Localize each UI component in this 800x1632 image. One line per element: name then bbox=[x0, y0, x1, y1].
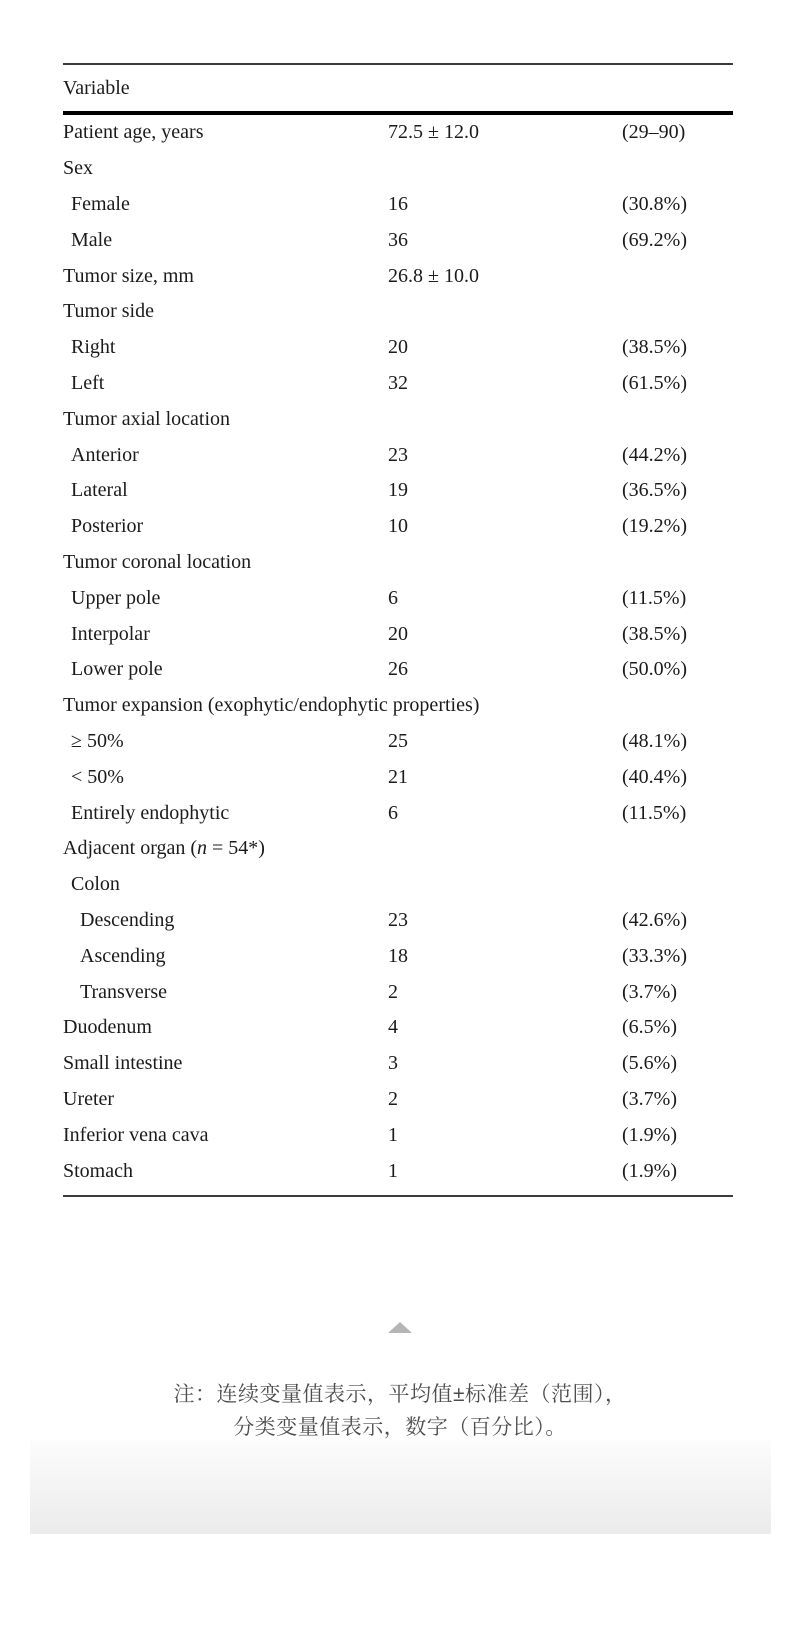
row-percent: (30.8%) bbox=[622, 192, 687, 215]
table-row bbox=[63, 1082, 733, 1118]
table-row bbox=[63, 867, 733, 903]
row-percent: (11.5%) bbox=[622, 801, 687, 824]
row-percent: (6.5%) bbox=[622, 1016, 677, 1039]
row-percent: (3.7%) bbox=[622, 1087, 677, 1110]
table-row bbox=[63, 294, 733, 330]
table-row bbox=[63, 724, 733, 760]
table-row bbox=[63, 831, 733, 867]
row-label: Right bbox=[71, 336, 116, 359]
table-row bbox=[63, 509, 733, 545]
row-value: 26.8 ± 10.0 bbox=[388, 264, 479, 287]
row-percent: (48.1%) bbox=[622, 729, 687, 752]
table-row bbox=[63, 437, 733, 473]
table-row bbox=[63, 580, 733, 616]
row-label: Tumor expansion (exophytic/endophytic properties) bbox=[63, 694, 480, 717]
table-row bbox=[63, 759, 733, 795]
table-row bbox=[63, 473, 733, 509]
row-percent: (44.2%) bbox=[622, 443, 687, 466]
row-value: 23 bbox=[388, 908, 408, 931]
row-percent: (38.5%) bbox=[622, 622, 687, 645]
table-row bbox=[63, 258, 733, 294]
row-value: 1 bbox=[388, 1123, 398, 1146]
row-label: Female bbox=[71, 192, 130, 215]
row-label: Duodenum bbox=[63, 1016, 152, 1039]
variable-column-header: Variable bbox=[63, 77, 130, 99]
table-body bbox=[63, 115, 733, 1197]
row-percent: (38.5%) bbox=[622, 336, 687, 359]
row-percent: (69.2%) bbox=[622, 228, 687, 251]
table-row bbox=[63, 545, 733, 581]
row-value: 10 bbox=[388, 515, 408, 538]
row-label: Lower pole bbox=[71, 658, 163, 681]
row-value: 25 bbox=[388, 729, 408, 752]
row-label: ≥ 50% bbox=[71, 729, 124, 752]
row-label: Anterior bbox=[71, 443, 139, 466]
row-label: Posterior bbox=[71, 515, 144, 538]
table-row bbox=[63, 330, 733, 366]
row-percent: (61.5%) bbox=[622, 371, 687, 394]
table-row bbox=[63, 1117, 733, 1153]
bottom-panel bbox=[30, 1440, 771, 1534]
row-label: Lateral bbox=[71, 479, 128, 502]
table-row bbox=[63, 187, 733, 223]
row-label: Tumor axial location bbox=[63, 407, 231, 430]
row-value: 23 bbox=[388, 443, 408, 466]
row-percent: (29–90) bbox=[622, 121, 686, 144]
table-note bbox=[0, 1378, 800, 1444]
table-row bbox=[63, 795, 733, 831]
row-label: Small intestine bbox=[63, 1052, 183, 1075]
row-percent: (11.5%) bbox=[622, 586, 687, 609]
table-header-row bbox=[63, 63, 733, 115]
row-label: Tumor coronal location bbox=[63, 550, 252, 573]
row-value: 18 bbox=[388, 944, 408, 967]
table-row bbox=[63, 903, 733, 939]
row-label: Adjacent organ (n = 54*) bbox=[63, 837, 265, 860]
row-label: Sex bbox=[63, 157, 93, 180]
row-value: 16 bbox=[388, 192, 408, 215]
row-value: 20 bbox=[388, 622, 408, 645]
note-line-2: 分类变量值表示，数字（百分比）。 bbox=[233, 1416, 567, 1439]
row-value: 72.5 ± 12.0 bbox=[388, 121, 479, 144]
row-value: 26 bbox=[388, 658, 408, 681]
row-label: Tumor side bbox=[63, 300, 154, 323]
row-value: 3 bbox=[388, 1052, 398, 1075]
table-row bbox=[63, 938, 733, 974]
row-label: Interpolar bbox=[71, 622, 150, 645]
row-value: 1 bbox=[388, 1159, 398, 1182]
row-value: 2 bbox=[388, 1087, 398, 1110]
row-label: Inferior vena cava bbox=[63, 1123, 209, 1146]
row-value: 32 bbox=[388, 371, 408, 394]
table-row bbox=[63, 222, 733, 258]
row-percent: (1.9%) bbox=[622, 1159, 677, 1182]
table-row bbox=[63, 688, 733, 724]
row-value: 19 bbox=[388, 479, 408, 502]
row-label: Patient age, years bbox=[63, 121, 204, 144]
row-label: Left bbox=[71, 371, 105, 394]
row-percent: (3.7%) bbox=[622, 980, 677, 1003]
row-label: Transverse bbox=[80, 980, 168, 1003]
table-row bbox=[63, 1046, 733, 1082]
row-value: 21 bbox=[388, 765, 408, 788]
row-value: 36 bbox=[388, 228, 408, 251]
table-row bbox=[63, 151, 733, 187]
row-label: Descending bbox=[80, 908, 175, 931]
row-label: Ascending bbox=[80, 944, 166, 967]
row-label: Male bbox=[71, 228, 113, 251]
row-percent: (40.4%) bbox=[622, 765, 687, 788]
note-line-1: 注：连续变量值表示，平均值±标准差（范围）， bbox=[173, 1383, 627, 1406]
row-percent: (33.3%) bbox=[622, 944, 687, 967]
row-percent: (19.2%) bbox=[622, 515, 687, 538]
row-value: 4 bbox=[388, 1016, 398, 1039]
row-value: 6 bbox=[388, 801, 398, 824]
row-label: Tumor size, mm bbox=[63, 264, 194, 287]
table-row bbox=[63, 974, 733, 1010]
table-row bbox=[63, 115, 733, 151]
table-row bbox=[63, 1010, 733, 1046]
row-label: Stomach bbox=[63, 1159, 133, 1182]
row-percent: (36.5%) bbox=[622, 479, 687, 502]
row-percent: (42.6%) bbox=[622, 908, 687, 931]
table-row bbox=[63, 401, 733, 437]
table-row bbox=[63, 1153, 733, 1189]
row-value: 20 bbox=[388, 336, 408, 359]
table-row bbox=[63, 616, 733, 652]
row-label: Upper pole bbox=[71, 586, 161, 609]
row-label: Entirely endophytic bbox=[71, 801, 230, 824]
row-percent: (50.0%) bbox=[622, 658, 687, 681]
row-percent: (5.6%) bbox=[622, 1052, 677, 1075]
table-row bbox=[63, 366, 733, 402]
collapse-arrow-icon[interactable] bbox=[388, 1322, 412, 1333]
row-label: < 50% bbox=[71, 765, 124, 788]
row-value: 2 bbox=[388, 980, 398, 1003]
row-percent: (1.9%) bbox=[622, 1123, 677, 1146]
table-row bbox=[63, 652, 733, 688]
row-label: Colon bbox=[71, 873, 120, 896]
baseline-characteristics-table bbox=[63, 63, 733, 1197]
row-value: 6 bbox=[388, 586, 398, 609]
row-label: Ureter bbox=[63, 1087, 115, 1110]
